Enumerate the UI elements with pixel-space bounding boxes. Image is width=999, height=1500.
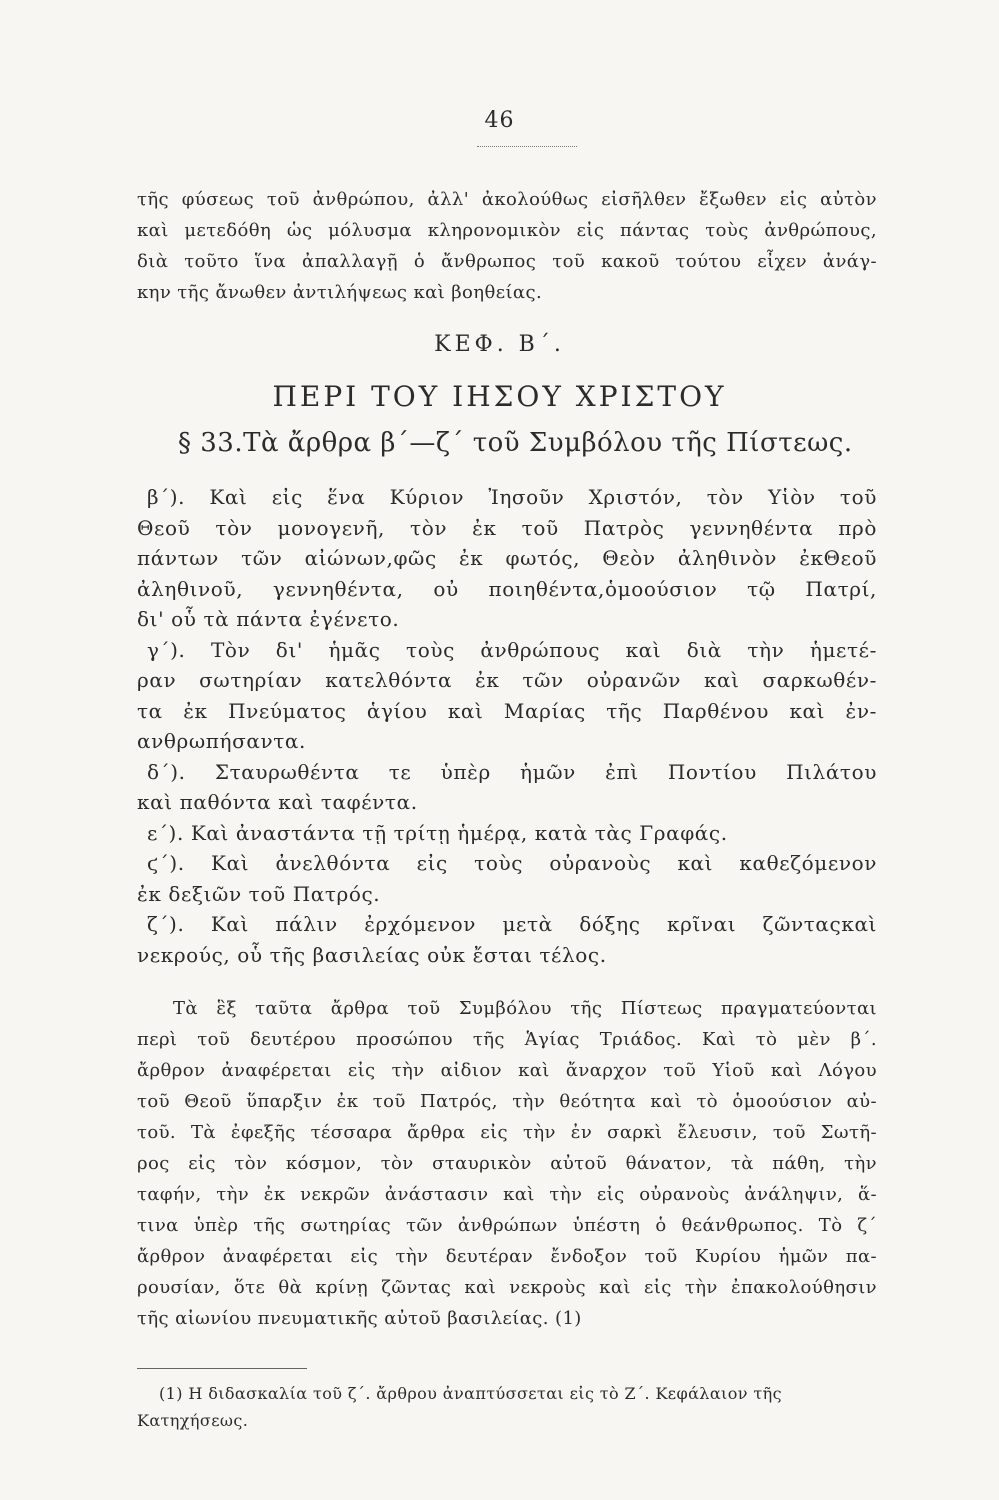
chapter-title: ΠΕΡΙ ΤΟΥ ΙΗΣΟΥ ΧΡΙΣΤΟΥ (272, 380, 727, 413)
text-line: δ΄). Σταυρωθέντα τε ὑπὲρ ἡμῶν ἐπὶ Ποντίου Πιλάτου (147, 759, 877, 784)
text-line: πάντων τῶν αἰώνων,φῶς ἐκ φωτός, Θεὸν ἀληθινὸν ἐκΘεοῦ (137, 546, 877, 570)
commentary-paragraph (137, 993, 877, 1334)
text-line: δι' οὗ τὰ πάντα ἐγένετο. (137, 607, 400, 631)
text-line: περὶ τοῦ δευτέρου προσώπου τῆς Ἁγίας Τριάδος. Καὶ τὸ μὲν β΄. (137, 1029, 877, 1050)
text-line: ραν σωτηρίαν κατελθόντα ἐκ τῶν οὐρανῶν καὶ σαρκωθέν- (137, 668, 877, 692)
text-line: τοῦ. Τὰ ἐφεξῆς τέσσαρα ἄρθρα εἰς τὴν ἐν σαρκὶ ἔλευσιν, τοῦ Σωτῆ- (137, 1122, 877, 1143)
intro-paragraph (137, 184, 877, 308)
text-line: τινα ὑπὲρ τῆς σωτηρίας τῶν ἀνθρώπων ὑπέστη ὁ θεάνθρωπος. Τὸ ζ΄ (137, 1215, 877, 1236)
text-line: ἐκ δεξιῶν τοῦ Πατρός. (137, 881, 381, 906)
text-line: Τὰ ἓξ ταῦτα ἄρθρα τοῦ Συμβόλου τῆς Πίστεως πραγματεύονται (173, 998, 877, 1019)
text-line: διὰ τοῦτο ἵνα ἀπαλλαγῇ ὁ ἄνθρωπος τοῦ κακοῦ τούτου εἶχεν ἀνάγ- (137, 251, 877, 272)
page-number: 46 (484, 108, 515, 133)
text-line: ταφήν, τὴν ἐκ νεκρῶν ἀνάστασιν καὶ τὴν εἰς οὐρανοὺς ἀνάληψιν, ἅ- (137, 1184, 877, 1205)
chapter-label: ΚΕΦ. Β΄. (434, 332, 565, 357)
text-line: τῆς αἰωνίου πνευματικῆς αὐτοῦ βασιλείας. (1) (137, 1308, 582, 1329)
text-line: νεκρούς, οὗ τῆς βασιλείας οὐκ ἔσται τέλος. (137, 942, 607, 967)
page-number-rule (477, 146, 577, 148)
text-line: καὶ μετεδόθη ὡς μόλυσμα κληρονομικὸν εἰς πάντας τοὺς ἀνθρώπους, (137, 220, 877, 241)
creed-articles (137, 482, 877, 970)
text-line: ανθρωπήσαντα. (137, 729, 306, 753)
text-line: ρος εἰς τὸν κόσμον, τὸν σταυρικὸν αὐτοῦ θάνατον, τὰ πάθη, τὴν (137, 1153, 877, 1174)
text-line: ϛ΄). Καὶ ἀνελθόντα εἰς τοὺς οὐρανοὺς καὶ καθεζόμενον (147, 851, 877, 875)
footnote-line: (1) Η διδασκαλία τοῦ ζ΄. ἄρθρου ἀναπτύσσεται εἰς τὸ Ζ΄. Κεφάλαιον τῆς (159, 1384, 782, 1403)
footnote (137, 1380, 877, 1434)
text-line: ἀληθινοῦ, γεννηθέντα, οὐ ποιηθέντα,ὁμοούσιον τῷ Πατρί, (137, 576, 877, 601)
text-line: Θεοῦ τὸν μονογενῆ, τὸν ἐκ τοῦ Πατρὸς γεννηθέντα πρὸ (137, 515, 877, 540)
text-line: καὶ παθόντα καὶ ταφέντα. (137, 790, 418, 814)
text-line: τα ἐκ Πνεύματος ἁγίου καὶ Μαρίας τῆς Παρθένου καὶ ἐν- (137, 698, 877, 723)
text-line: ε΄). Καὶ ἀναστάντα τῇ τρίτῃ ἡμέρᾳ, κατὰ τὰς Γραφάς. (147, 820, 728, 845)
text-line: κην τῆς ἄνωθεν ἀντιλήψεως καὶ βοηθείας. (137, 282, 543, 303)
text-line: γ΄). Τὸν δι' ἡμᾶς τοὺς ἀνθρώπους καὶ διὰ τὴν ἡμετέ- (147, 637, 877, 662)
text-line: β΄). Καὶ εἰς ἕνα Κύριον Ἰησοῦν Χριστόν, τὸν Υἱὸν τοῦ (147, 485, 877, 509)
text-line: τοῦ Θεοῦ ὕπαρξιν ἐκ τοῦ Πατρός, τὴν θεότητα καὶ τὸ ὁμοούσιον αὐ- (137, 1091, 877, 1112)
section-heading: § 33.Τὰ ἄρθρα β΄—ζ΄ τοῦ Συμβόλου τῆς Πίστεως. (178, 428, 853, 458)
footnote-line: Κατηχήσεως. (137, 1411, 249, 1430)
text-line: ἄρθρον ἀναφέρεται εἰς τὴν αἰδιον καὶ ἄναρχον τοῦ Υἱοῦ καὶ Λόγου (137, 1060, 877, 1081)
footnote-rule (137, 1368, 307, 1369)
text-line: ρουσίαν, ὅτε θὰ κρίνῃ ζῶντας καὶ νεκροὺς καὶ εἰς τὴν ἐπακολούθησιν (137, 1277, 877, 1298)
text-line: ζ΄). Καὶ πάλιν ἐρχόμενον μετὰ δόξης κρῖναι ζῶνταςκαὶ (147, 912, 877, 936)
text-line: τῆς φύσεως τοῦ ἀνθρώπου, ἀλλ' ἀκολούθως εἰσῆλθεν ἔξωθεν εἰς αὐτὸν (137, 189, 877, 210)
text-line: ἄρθρον ἀναφέρεται εἰς τὴν δευτέραν ἔνδοξον τοῦ Κυρίου ἡμῶν πα- (137, 1246, 877, 1267)
